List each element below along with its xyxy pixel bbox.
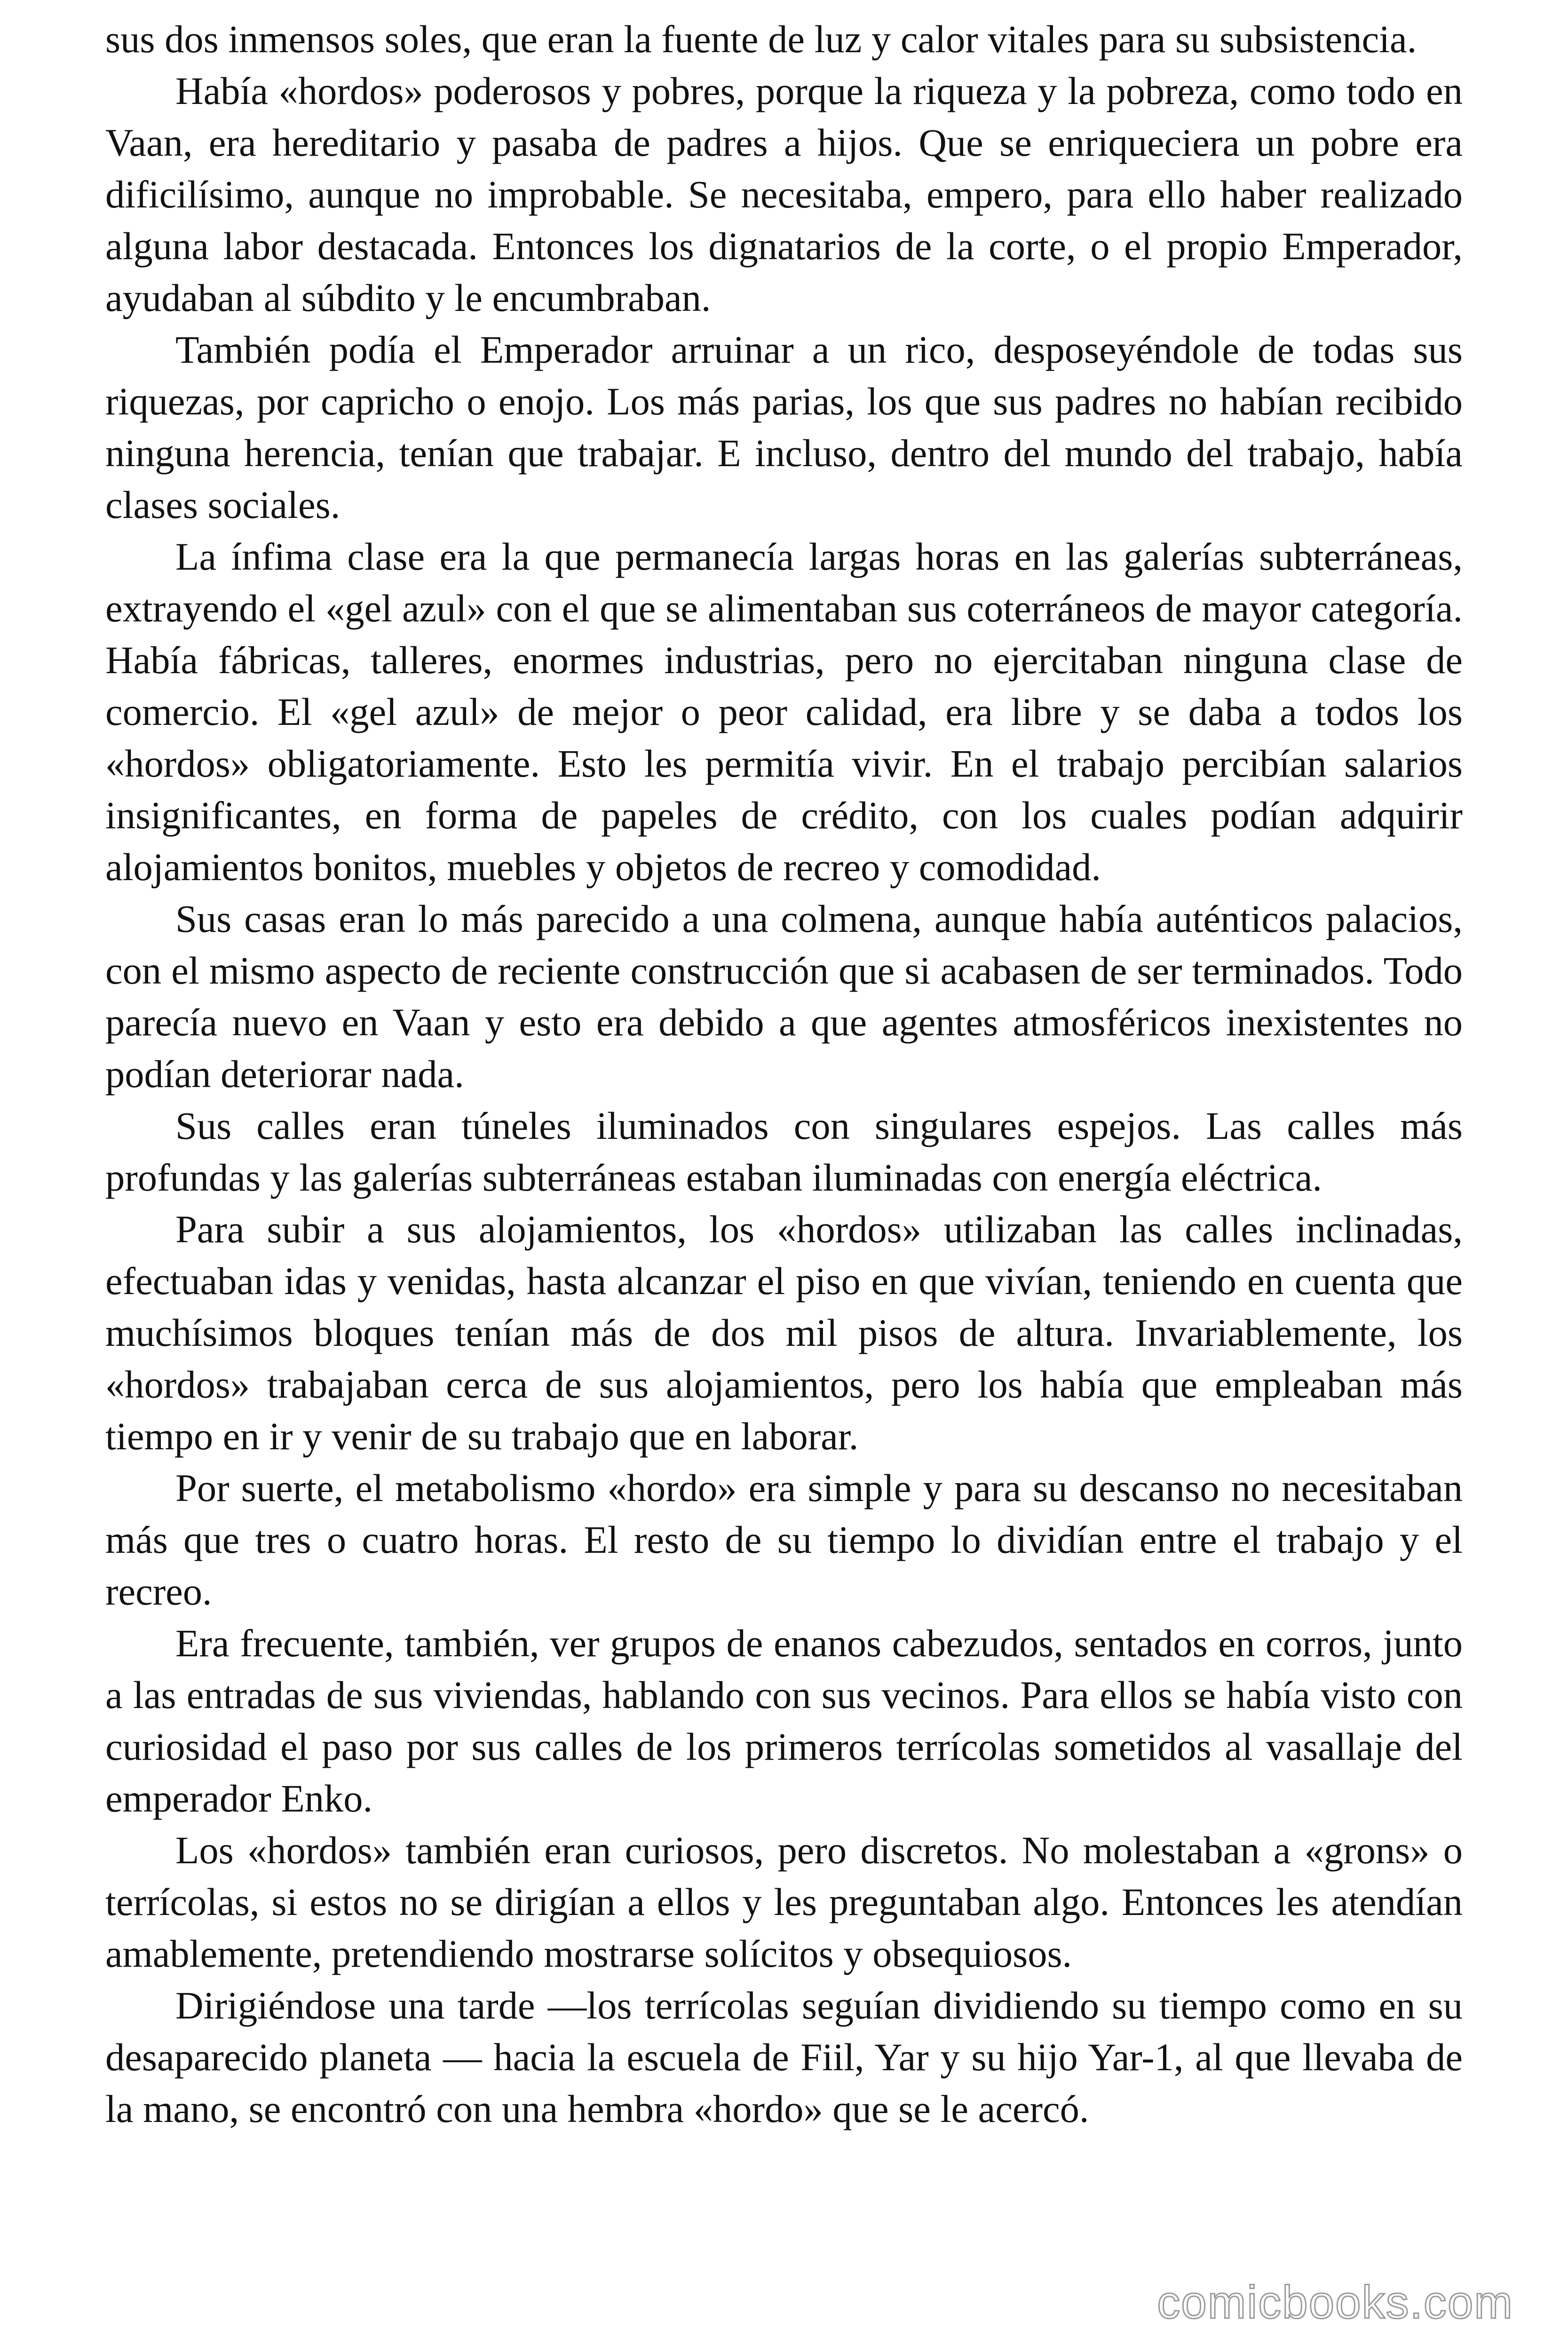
paragraph-10: Los «hordos» también eran curiosos, pero discretos. No molestaban a «grons» o terrícolas, si estos no se dirigían a ellos y les preguntaban algo. Entonces les atendían amablemente, pretendiendo mostrarse solícitos y obsequiosos. (105, 1828, 1463, 1975)
paragraph-3: También podía el Emperador arruinar a un rico, desposeyéndole de todas sus riquezas, por capricho o enojo. Los más parias, los que sus padres no habían recibido ninguna herencia, tenían que trabajar. E incluso, dentro del mundo del trabajo, había clases sociales. (105, 328, 1463, 526)
paragraph-8: Por suerte, el metabolismo «hordo» era simple y para su descanso no necesitaban más que tres o cuatro horas. El resto de su tiempo lo dividían entre el trabajo y el recreo. (105, 1466, 1463, 1613)
paragraph-1: sus dos inmensos soles, que eran la fuente de luz y calor vitales para su subsistencia. (105, 17, 1417, 61)
paragraph-11: Dirigiéndose una tarde —los terrícolas seguían dividiendo su tiempo como en su desaparecido planeta — hacia la escuela de Fiil, Yar y su hijo Yar-1, al que llevaba de la mano, se encontró con una hembra «hordo» que se le acercó. (105, 1984, 1463, 2130)
paragraph-4: La ínfima clase era la que permanecía largas horas en las galerías subterráneas, extrayendo el «gel azul» con el que se alimentaban sus coterráneos de mayor categoría. Había fábricas, talleres, enormes industrias, pero no ejercitaban ninguna clase de comercio. El «gel azul» de mejor o peor calidad, era libre y se daba a todos los «hordos» obligatoriamente. Esto les permitía vivir. En el trabajo percibían salarios insignificantes, en forma de papeles de crédito, con los cuales podían adquirir alojamientos bonitos, muebles y objetos de recreo y comodidad. (105, 535, 1463, 889)
paragraph-7: Para subir a sus alojamientos, los «hordos» utilizaban las calles inclinadas, efectuaban idas y venidas, hasta alcanzar el piso en que vivían, teniendo en cuenta que muchísimos bloques tenían más de dos mil pisos de altura. Invariablemente, los «hordos» trabajaban cerca de sus alojamientos, pero los había que empleaban más tiempo en ir y venir de su trabajo que en laborar. (105, 1208, 1463, 1458)
page-body-text (105, 13, 1463, 2135)
paragraph-5: Sus casas eran lo más parecido a una colmena, aunque había auténticos palacios, con el mismo aspecto de reciente construcción que si acabasen de ser terminados. Todo parecía nuevo en Vaan y esto era debido a que agentes atmosféricos inexistentes no podían deteriorar nada. (105, 897, 1463, 1096)
paragraph-9: Era frecuente, también, ver grupos de enanos cabezudos, sentados en corros, junto a las entradas de sus viviendas, hablando con sus vecinos. Para ellos se había visto con curiosidad el paso por sus calles de los primeros terrícolas sometidos al vasallaje del emperador Enko. (105, 1621, 1463, 1820)
paragraph-2: Había «hordos» poderosos y pobres, porque la riqueza y la pobreza, como todo en Vaan, era hereditario y pasaba de padres a hijos. Que se enriqueciera un pobre era dificilísimo, aunque no improbable. Se necesitaba, empero, para ello haber realizado alguna labor destacada. Entonces los dignatarios de la corte, o el propio Emperador, ayudaban al súbdito y le encumbraban. (105, 69, 1463, 319)
watermark-logo: comicbooks.com (1157, 2276, 1513, 2328)
paragraph-6: Sus calles eran túneles iluminados con singulares espejos. Las calles más profundas y las galerías subterráneas estaban iluminadas con energía eléctrica. (105, 1104, 1463, 1199)
